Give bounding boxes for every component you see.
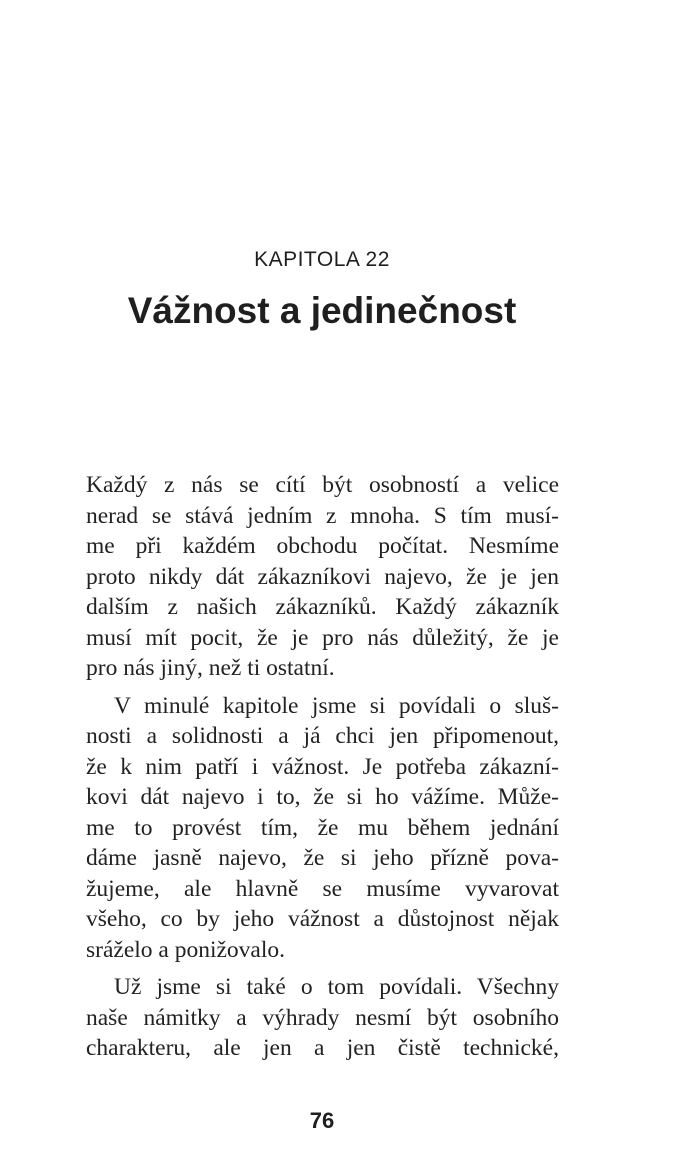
text-line: Každý z nás se cítí být osobností a velice (86, 472, 559, 498)
text-line: že k nim patří i vážnost. Je potřeba zákazní- (86, 753, 559, 780)
text-line: pro nás jiný, než ti ostatní. (86, 655, 335, 681)
body-text (86, 470, 559, 1064)
text-line: dalším z našich zákazníků. Každý zákazník (86, 594, 559, 620)
text-line: všeho, co by jeho vážnost a důstojnost nějak (86, 906, 559, 932)
chapter-title: Vážnost a jedinečnost (127, 290, 517, 331)
text-line: kovi dát najevo i to, že si ho vážíme. Může- (86, 784, 559, 810)
text-line: me to provést tím, že mu během jednání (86, 814, 559, 841)
text-line: nerad se stává jedním z mnoha. S tím musí- (86, 502, 559, 529)
text-line: Už jsme si také o tom povídali. Všechny (114, 974, 559, 1000)
text-line: nosti a solidnosti a já chci jen připomenout, (86, 723, 559, 749)
paragraph-2 (86, 691, 559, 966)
text-line: musí mít pocit, že je pro nás důležitý, že je (86, 624, 559, 651)
chapter-label: KAPITOLA 22 (254, 248, 390, 271)
text-line: žujeme, ale hlavně se musíme vyvarovat (86, 875, 559, 902)
text-line: charakteru, ale jen a jen čistě technické, (86, 1035, 559, 1061)
text-line: dáme jasně najevo, že si jeho přízně pova- (86, 845, 559, 871)
paragraph-1 (86, 470, 559, 684)
text-line: me při každém obchodu počítat. Nesmíme (86, 533, 559, 559)
paragraph-3 (86, 972, 559, 1064)
text-line: V minulé kapitole jsme si povídali o sluš- (114, 692, 559, 719)
text-line: sráželo a ponižovalo. (86, 936, 286, 963)
text-line: proto nikdy dát zákazníkovi najevo, že je jen (86, 563, 559, 590)
page-number: 76 (309, 1108, 335, 1133)
text-line: naše námitky a výhrady nesmí být osobního (86, 1004, 559, 1031)
